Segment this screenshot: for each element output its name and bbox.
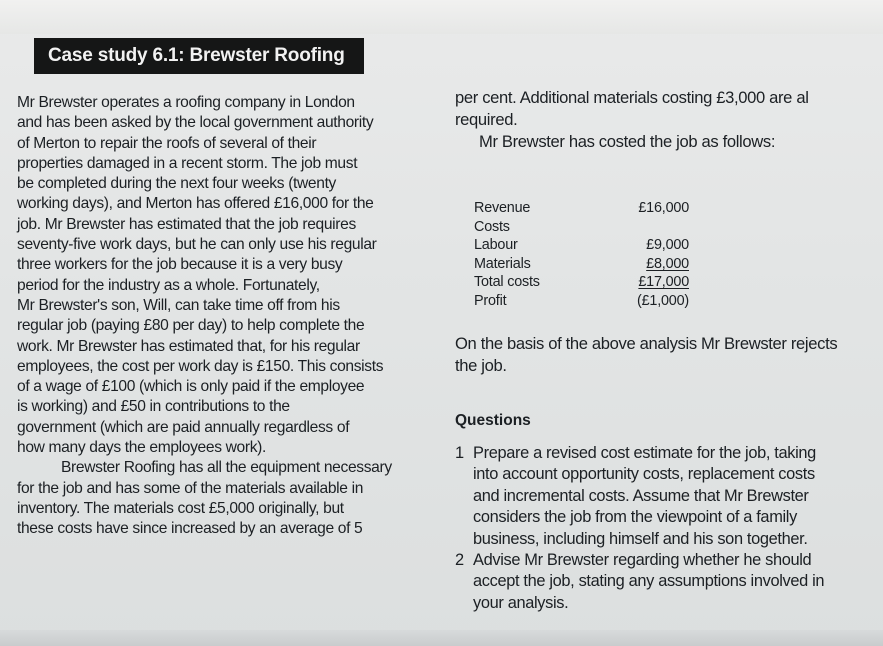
costing-value: £16,000 [638, 200, 689, 216]
text-line: Mr Brewster's son, Will, can take time off from his [17, 296, 340, 314]
text-line: three workers for the job because it is a very busy [17, 256, 343, 274]
text-line: required. [455, 110, 518, 129]
questions-list [455, 443, 883, 614]
costing-row-total [474, 273, 704, 292]
text-line: working days), and Merton has offered £16,000 for the [17, 195, 374, 213]
costing-row-revenue [474, 199, 704, 218]
text-line: inventory. The materials cost £5,000 originally, but [17, 499, 344, 517]
question-1-line: considers the job from the viewpoint of a family [473, 508, 797, 527]
question-text: Prepare a revised cost estimate for the job, taking [473, 444, 816, 462]
text-line: these costs have since increased by an average of 5 [17, 520, 363, 538]
conclusion-paragraph [455, 333, 883, 377]
question-number: 1 [455, 444, 464, 462]
text-line: properties damaged in a recent storm. The job must [17, 154, 358, 172]
text-line: employees, the cost per work day is £150. This consists [17, 357, 384, 375]
costing-label: Profit [474, 292, 507, 309]
text-line: Mr Brewster operates a roofing company in London [17, 94, 355, 111]
costing-table [474, 199, 704, 311]
top-margin [0, 0, 883, 34]
text-line: Brewster Roofing has all the equipment necessary [61, 459, 392, 477]
text-line: how many days the employees work). [17, 439, 266, 457]
costing-label: Revenue [474, 200, 531, 216]
questions-heading: Questions [455, 412, 531, 429]
question-1-line: and incremental costs. Assume that Mr Brewster [473, 486, 809, 505]
costing-value: £8,000 [646, 255, 689, 272]
right-column-intro [455, 87, 883, 153]
costing-row-labour [474, 236, 704, 255]
costing-label: Costs [474, 218, 510, 235]
text-line: regular job (paying £80 per day) to help complete the [17, 317, 365, 335]
text-line: and has been asked by the local government authority [17, 114, 374, 132]
text-line: is working) and £50 in contributions to the [17, 398, 290, 416]
text-line: job. Mr Brewster has estimated that the job requires [17, 215, 356, 233]
costing-row-costs [474, 218, 704, 237]
text-line: government (which are paid annually regardless of [17, 418, 350, 436]
bottom-margin [0, 630, 883, 646]
costing-label: Materials [474, 255, 531, 272]
question-2-line [455, 550, 883, 571]
text-line: the job. [455, 356, 507, 375]
question-number: 2 [455, 551, 464, 570]
text-line: period for the industry as a whole. Fortunately, [17, 276, 320, 294]
question-2-line: accept the job, stating any assumptions involved in [473, 572, 825, 591]
question-1-line [455, 443, 883, 464]
costing-value: (£1,000) [637, 292, 689, 309]
costing-label: Total costs [474, 274, 540, 291]
costing-row-profit [474, 292, 704, 311]
text-line: of Merton to repair the roofs of several of their [17, 134, 317, 152]
text-line: work. Mr Brewster has estimated that, for his regular [17, 337, 360, 355]
text-line: for the job and has some of the materials available in [17, 479, 364, 497]
costing-value: £9,000 [646, 237, 689, 254]
question-1-line: into account opportunity costs, replacement costs [473, 465, 815, 484]
left-column [17, 93, 437, 540]
text-line: seventy-five work days, but he can only use his regular [17, 236, 377, 254]
question-2-line: your analysis. [473, 593, 569, 612]
question-1-line: business, including himself and his son together. [473, 529, 808, 548]
text-line: of a wage of £100 (which is only paid if the employee [17, 378, 365, 396]
costing-value: £17,000 [638, 274, 689, 291]
text-line: per cent. Additional materials costing £3,000 are al [455, 88, 809, 107]
costing-label: Labour [474, 237, 518, 254]
text-line: On the basis of the above analysis Mr Brewster rejects [455, 334, 838, 353]
case-study-title: Case study 6.1: Brewster Roofing [34, 38, 364, 74]
text-line: Mr Brewster has costed the job as follows: [479, 132, 776, 151]
costing-row-materials [474, 255, 704, 274]
question-text: Advise Mr Brewster regarding whether he should [473, 551, 812, 570]
text-line: be completed during the next four weeks (twenty [17, 175, 336, 193]
